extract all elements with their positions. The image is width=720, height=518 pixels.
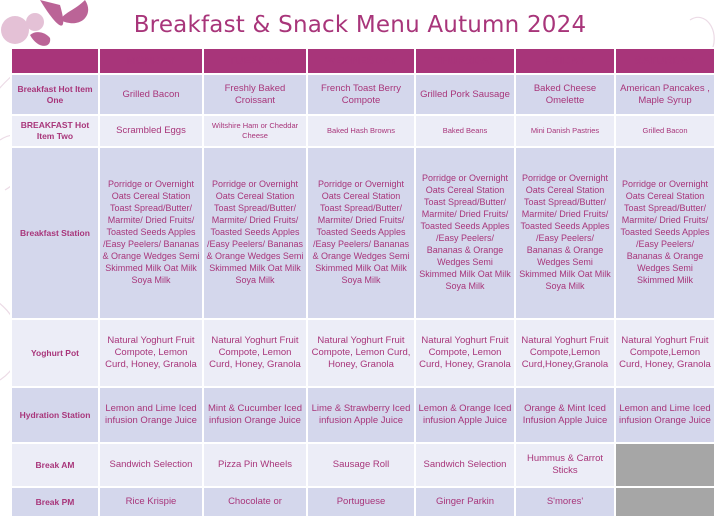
day-header-monday: MONDAY	[99, 48, 203, 74]
menu-cell: Portuguese	[307, 487, 415, 517]
row-label-hot-item-one: Breakfast Hot Item One	[11, 74, 99, 115]
menu-cell: Porridge or Overnight Oats Cereal Station Toast Spread/Butter/ Marmite/ Dried Fruits/ Toasted Seeds Apples /Easy Peelers/ Bananas & Orange Wedges Semi Skimmed Milk Oat Milk Soya Milk	[203, 147, 307, 319]
day-header-thursday: THURSDAY	[415, 48, 515, 74]
menu-cell: Chocolate or	[203, 487, 307, 517]
menu-cell: French Toast Berry Compote	[307, 74, 415, 115]
row-hydration-station	[11, 387, 715, 443]
menu-cell: Sandwich Selection	[99, 443, 203, 487]
day-header-wednesday: WEDNESDAY	[307, 48, 415, 74]
menu-cell: Porridge or Overnight Oats Cereal Station Toast Spread/Butter/ Marmite/ Dried Fruits/ Toasted Seeds Apples /Easy Peelers/ Bananas & Orange Wedges Semi Skimmed Milk	[615, 147, 715, 319]
menu-cell: Natural Yoghurt Fruit Compote, Lemon Curd, Honey, Granola	[307, 319, 415, 387]
menu-cell: Natural Yoghurt Fruit Compote,Lemon Curd, Honey, Granola	[615, 319, 715, 387]
menu-cell: Rice Krispie	[99, 487, 203, 517]
menu-cell: Porridge or Overnight Oats Cereal Station Toast Spread/Butter/ Marmite/ Dried Fruits/ Toasted Seeds Apples /Easy Peelers/ Bananas & Orange Wedges Semi Skimmed Milk Oat Milk Soya Milk	[415, 147, 515, 319]
row-label-break-pm: Break PM	[11, 487, 99, 517]
menu-cell: Scrambled Eggs	[99, 115, 203, 147]
row-hot-item-one	[11, 74, 715, 115]
row-break-am	[11, 443, 715, 487]
row-label-yoghurt-pot: Yoghurt Pot	[11, 319, 99, 387]
day-header-saturday: SATURDAY	[615, 48, 715, 74]
menu-table	[10, 47, 716, 518]
menu-cell: Mint & Cucumber Iced infusion Orange Juice	[203, 387, 307, 443]
menu-cell: Sandwich Selection	[415, 443, 515, 487]
menu-cell: Porridge or Overnight Oats Cereal Station Toast Spread/Butter/ Marmite/ Dried Fruits/ Toasted Seeds Apples /Easy Peelers/ Bananas & Orange Wedges Semi Skimmed Milk Oat Milk Soya Milk	[99, 147, 203, 319]
menu-cell: Lemon and Lime Iced infusion Orange Juice	[615, 387, 715, 443]
menu-cell: Baked Cheese Omelette	[515, 74, 615, 115]
row-breakfast-station	[11, 147, 715, 319]
row-yoghurt-pot	[11, 319, 715, 387]
menu-cell: Baked Hash Browns	[307, 115, 415, 147]
menu-cell: Natural Yoghurt Fruit Compote, Lemon Curd, Honey, Granola	[415, 319, 515, 387]
menu-cell: Grilled Bacon	[99, 74, 203, 115]
menu-cell: Grilled Bacon	[615, 115, 715, 147]
menu-cell: Hummus & Carrot Sticks	[515, 443, 615, 487]
row-break-pm	[11, 487, 715, 517]
row-hot-item-two	[11, 115, 715, 147]
menu-cell: Wiltshire Ham or Cheddar Cheese	[203, 115, 307, 147]
day-header-friday: FRIDAY	[515, 48, 615, 74]
menu-cell-blank	[615, 487, 715, 517]
row-label-hydration-station: Hydration Station	[11, 387, 99, 443]
row-label-breakfast-station: Breakfast Station	[11, 147, 99, 319]
menu-cell: Lime & Strawberry Iced infusion Apple Juice	[307, 387, 415, 443]
menu-cell: Lemon & Orange Iced infusion Apple Juice	[415, 387, 515, 443]
menu-cell: American Pancakes , Maple Syrup	[615, 74, 715, 115]
menu-cell: Mini Danish Pastries	[515, 115, 615, 147]
menu-cell: Ginger Parkin	[415, 487, 515, 517]
menu-cell: S'mores'	[515, 487, 615, 517]
menu-cell: Freshly Baked Croissant	[203, 74, 307, 115]
row-label-hot-item-two: BREAKFAST Hot Item Two	[11, 115, 99, 147]
menu-cell: Pizza Pin Wheels	[203, 443, 307, 487]
menu-cell: Porridge or Overnight Oats Cereal Station Toast Spread/Butter/ Marmite/ Dried Fruits/ Toasted Seeds Apples /Easy Peelers/ Bananas & Orange Wedges Semi Skimmed Milk Oat Milk Soya Milk	[307, 147, 415, 319]
header-corner	[11, 48, 99, 74]
menu-cell: Grilled Pork Sausage	[415, 74, 515, 115]
menu-cell-blank	[615, 443, 715, 487]
menu-cell: Sausage Roll	[307, 443, 415, 487]
menu-cell: Orange & Mint Iced Infusion Apple Juice	[515, 387, 615, 443]
menu-cell: Porridge or Overnight Oats Cereal Station Toast Spread/Butter/ Marmite/ Dried Fruits/ Toasted Seeds Apples /Easy Peelers/ Bananas & Orange Wedges Semi Skimmed Milk Oat Milk Soya Milk	[515, 147, 615, 319]
day-header-tuesday: TUESDAY	[203, 48, 307, 74]
menu-cell: Natural Yoghurt Fruit Compote, Lemon Curd, Honey, Granola	[99, 319, 203, 387]
menu-cell: Baked Beans	[415, 115, 515, 147]
menu-cell: Natural Yoghurt Fruit Compote,Lemon Curd,Honey,Granola	[515, 319, 615, 387]
menu-cell: Lemon and Lime Iced infusion Orange Juice	[99, 387, 203, 443]
row-label-break-am: Break AM	[11, 443, 99, 487]
page-title: Breakfast & Snack Menu Autumn 2024	[133, 12, 587, 38]
menu-cell: Natural Yoghurt Fruit Compote, Lemon Curd, Honey, Granola	[203, 319, 307, 387]
